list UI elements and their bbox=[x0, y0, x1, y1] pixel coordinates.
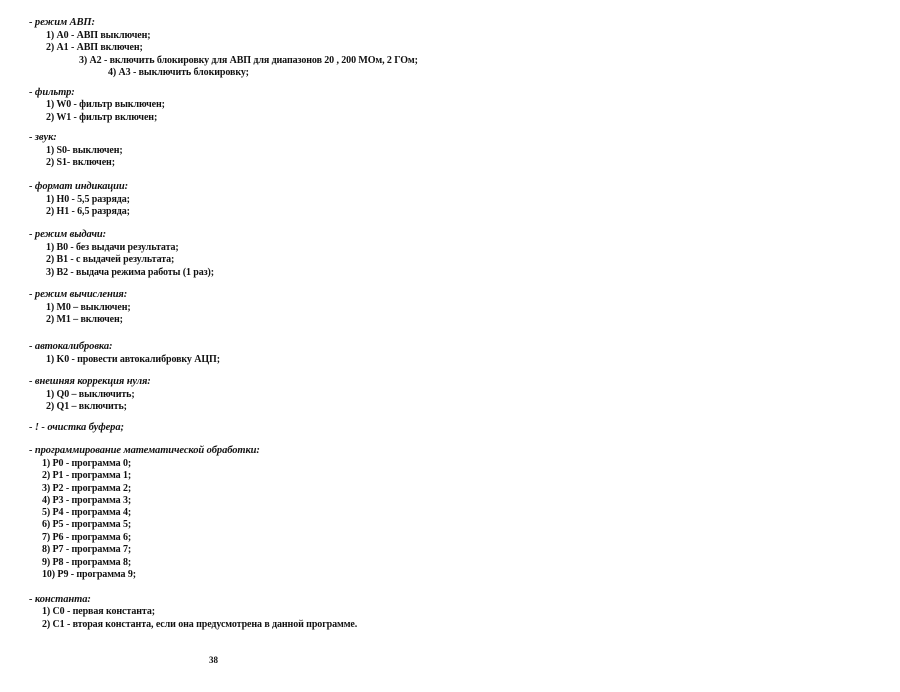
list-item: 2) S1- включен; bbox=[46, 157, 115, 168]
list-item: 1) А0 - АВП выключен; bbox=[46, 30, 151, 41]
list-item: 7) P6 - программа 6; bbox=[42, 532, 132, 543]
section-heading-avp-mode: - режим АВП: bbox=[29, 17, 95, 28]
list-item: 3) P2 - программа 2; bbox=[42, 483, 132, 494]
list-item: 4) А3 - выключить блокировку; bbox=[108, 67, 249, 78]
section-heading-zero-correction: - внешняя коррекция нуля: bbox=[29, 376, 151, 387]
list-item: 10) P9 - программа 9; bbox=[42, 569, 136, 580]
list-item: 1) H0 - 5,5 разряда; bbox=[46, 194, 130, 205]
list-item: 6) P5 - программа 5; bbox=[42, 519, 132, 530]
list-item: 1) K0 - провести автокалибровку АЦП; bbox=[46, 354, 220, 365]
section-heading-display-format: - формат индикации: bbox=[29, 181, 128, 192]
list-item: 1) C0 - первая константа; bbox=[42, 606, 155, 617]
list-item: 2) P1 - программа 1; bbox=[42, 470, 132, 481]
page-number: 38 bbox=[209, 655, 218, 665]
list-item: 2) А1 - АВП включен; bbox=[46, 42, 143, 53]
section-heading-calc-mode: - режим вычисления: bbox=[29, 289, 128, 300]
list-item: 3) B2 - выдача режима работы (1 раз); bbox=[46, 267, 214, 278]
list-item: 8) P7 - программа 7; bbox=[42, 544, 132, 555]
section-heading-constant: - константа: bbox=[29, 594, 91, 605]
section-heading-filter: - фильтр: bbox=[29, 87, 75, 98]
list-item: 2) Q1 – включить; bbox=[46, 401, 127, 412]
list-item: 1) P0 - программа 0; bbox=[42, 458, 132, 469]
section-heading-clear-buffer: - ! - очистка буфера; bbox=[29, 422, 124, 433]
list-item: 1) W0 - фильтр выключен; bbox=[46, 99, 165, 110]
list-item: 1) M0 – выключен; bbox=[46, 302, 131, 313]
list-item: 2) H1 - 6,5 разряда; bbox=[46, 206, 130, 217]
list-item: 3) А2 - включить блокировку для АВП для диапазонов 20 , 200 МОм, 2 ГОм; bbox=[79, 55, 418, 66]
section-heading-autocalibration: - автокалибровка: bbox=[29, 341, 113, 352]
list-item: 9) P8 - программа 8; bbox=[42, 557, 132, 568]
list-item: 2) C1 - вторая константа, если она предусмотрена в данной программе. bbox=[42, 619, 358, 630]
section-heading-output-mode: - режим выдачи: bbox=[29, 229, 107, 240]
list-item: 1) Q0 – выключить; bbox=[46, 389, 135, 400]
section-heading-sound: - звук: bbox=[29, 132, 57, 143]
section-heading-math-programming: - программирование математической обработки: bbox=[29, 445, 260, 456]
list-item: 1) B0 - без выдачи результата; bbox=[46, 242, 179, 253]
list-item: 5) P4 - программа 4; bbox=[42, 507, 132, 518]
list-item: 2) B1 - с выдачей результата; bbox=[46, 254, 175, 265]
list-item: 1) S0- выключен; bbox=[46, 145, 123, 156]
list-item: 2) W1 - фильтр включен; bbox=[46, 112, 158, 123]
list-item: 2) M1 – включен; bbox=[46, 314, 123, 325]
list-item: 4) P3 - программа 3; bbox=[42, 495, 132, 506]
